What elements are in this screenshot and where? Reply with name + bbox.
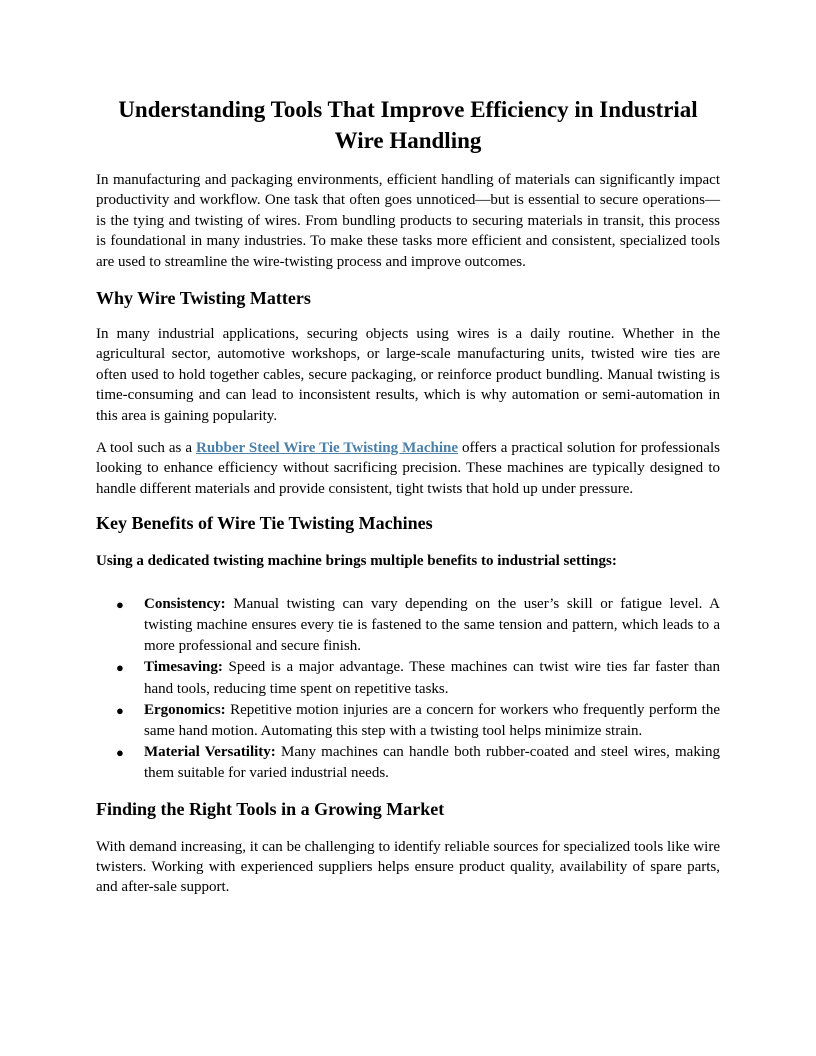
- benefits-lead: Using a dedicated twisting machine brings multiple benefits to industrial settings:: [96, 553, 617, 570]
- section-heading-finding-tools: Finding the Right Tools in a Growing Market: [96, 798, 445, 819]
- bullet-icon: ●: [116, 660, 124, 676]
- benefits-list: [96, 594, 720, 785]
- section-heading-key-benefits: Key Benefits of Wire Tie Twisting Machines: [96, 513, 433, 534]
- benefit-term: Consistency:: [144, 595, 226, 612]
- intro-paragraph: In manufacturing and packaging environments, efficient handling of materials can significantly impact productivity and workflow. One task that often goes unnoticed—but is essential to secure operations—is the tying and twisting of wires. From bundling products to securing materials in transit, this process is foundational in many industries. To make these tasks more efficient and consistent, specialized tools are used to streamline the wire-twisting process and improve outcomes.: [96, 172, 720, 270]
- section-heading-why-wire-twisting: Why Wire Twisting Matters: [96, 288, 311, 309]
- benefit-text: Manual twisting can vary depending on the user’s skill or fatigue level. A twisting machine ensures every tie is fastened to the same tension and pattern, which leads to a more professional and secure finish.: [144, 595, 720, 655]
- list-item: [96, 657, 720, 699]
- section1-paragraph-1: In many industrial applications, securing objects using wires is a daily routine. Whether in the agricultural sector, automotive workshops, or large-scale manufacturing units, twisted wire ties are often used to hold together cables, secure packaging, or reinforce product bundling. Manual twisting is time-consuming and can lead to inconsistent results, which is why automation or semi-automation in this area is gaining popularity.: [96, 326, 720, 424]
- list-item: [96, 700, 720, 742]
- bullet-icon: ●: [116, 596, 124, 612]
- paragraph-text-after-link: offers a practical solution for professionals looking to enhance efficiency without sacrificing precision. These machines are typically designed to handle different materials and provide consistent, tight twists that hold up under pressure.: [96, 440, 720, 497]
- benefit-term: Material Versatility:: [144, 744, 276, 761]
- bullet-icon: ●: [116, 702, 124, 718]
- document-page: [96, 94, 720, 898]
- paragraph-text-before-link: A tool such as a: [96, 440, 196, 457]
- benefit-text: Many machines can handle both rubber-coated and steel wires, making them suitable for varied industrial needs.: [144, 744, 720, 782]
- bullet-icon: ●: [116, 745, 124, 761]
- section3-paragraph-1: With demand increasing, it can be challenging to identify reliable sources for specialized tools like wire twisters. Working with experienced suppliers helps ensure product quality, availability of spare parts, and after-sale support.: [96, 838, 720, 896]
- product-link[interactable]: Rubber Steel Wire Tie Twisting Machine: [196, 440, 458, 457]
- list-item: [96, 594, 720, 658]
- section1-paragraph-2: [96, 438, 720, 499]
- benefit-text: Repetitive motion injuries are a concern for workers who frequently perform the same hand motion. Automating this step with a twisting tool helps minimize strain.: [144, 701, 720, 739]
- benefit-term: Ergonomics:: [144, 701, 226, 718]
- benefit-text: Speed is a major advantage. These machines can twist wire ties far faster than hand tools, reducing time spent on repetitive tasks.: [144, 659, 720, 697]
- document-title: Understanding Tools That Improve Efficiency in Industrial Wire Handling: [118, 97, 698, 153]
- benefit-term: Timesaving:: [144, 659, 223, 676]
- list-item: [96, 742, 720, 784]
